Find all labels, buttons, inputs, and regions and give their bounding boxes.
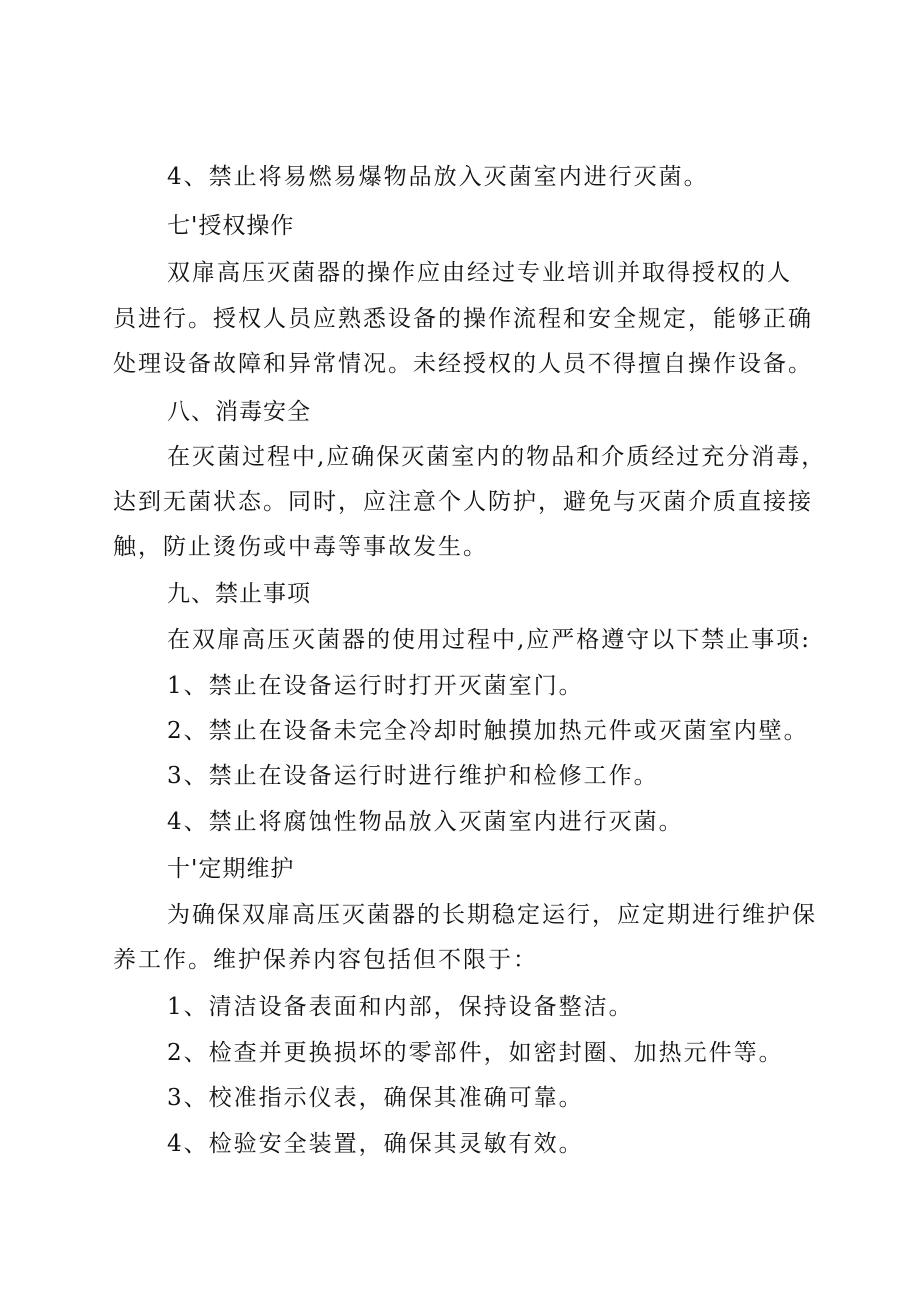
paragraph-line: 在灭菌过程中,应确保灭菌室内的物品和介质经过充分消毒， xyxy=(167,444,827,470)
section-heading-7-authorized-operation: 七'授权操作 xyxy=(167,213,295,239)
paragraph-line: 员进行。授权人员应熟悉设备的操作流程和安全规定，能够正确 xyxy=(113,306,813,332)
section-heading-9-prohibitions: 九、禁止事项 xyxy=(167,581,311,607)
prohibition-item-flammables: 4、禁止将易燃易爆物品放入灭菌室内进行灭菌。 xyxy=(167,164,709,190)
paragraph-line: 养工作。维护保养内容包括但不限于： xyxy=(113,947,538,973)
paragraph-line: 双扉高压灭菌器的操作应由经过专业培训并取得授权的人 xyxy=(167,260,792,286)
paragraph-line: 为确保双扉高压灭菌器的长期稳定运行，应定期进行维护保 xyxy=(167,902,817,928)
paragraph-line: 在双扉高压灭菌器的使用过程中,应严格遵守以下禁止事项: xyxy=(167,627,812,653)
list-item: 2、禁止在设备未完全冷却时触摸加热元件或灭菌室内壁。 xyxy=(167,718,809,744)
list-item: 2、检查并更换损坏的零部件，如密封圈、加热元件等。 xyxy=(167,1040,784,1066)
list-item: 3、禁止在设备运行时进行维护和检修工作。 xyxy=(167,763,659,789)
paragraph-line: 达到无菌状态。同时，应注意个人防护，避免与灭菌介质直接接 xyxy=(113,489,813,515)
section-heading-8-disinfection-safety: 八、消毒安全 xyxy=(167,399,311,425)
list-item: 4、禁止将腐蚀性物品放入灭菌室内进行灭菌。 xyxy=(167,809,684,835)
paragraph-line: 触，防止烫伤或中毒等事故发生。 xyxy=(113,534,488,560)
list-item: 4、检验安全装置，确保其灵敏有效。 xyxy=(167,1131,584,1157)
list-item: 1、禁止在设备运行时打开灭菌室门。 xyxy=(167,673,584,699)
list-item: 1、清洁设备表面和内部，保持设备整洁。 xyxy=(167,994,634,1020)
paragraph-line: 处理设备故障和异常情况。未经授权的人员不得擅自操作设备。 xyxy=(113,351,813,377)
section-heading-10-regular-maintenance: 十'定期维护 xyxy=(167,856,295,882)
list-item: 3、校准指示仪表，确保其准确可靠。 xyxy=(167,1085,584,1111)
